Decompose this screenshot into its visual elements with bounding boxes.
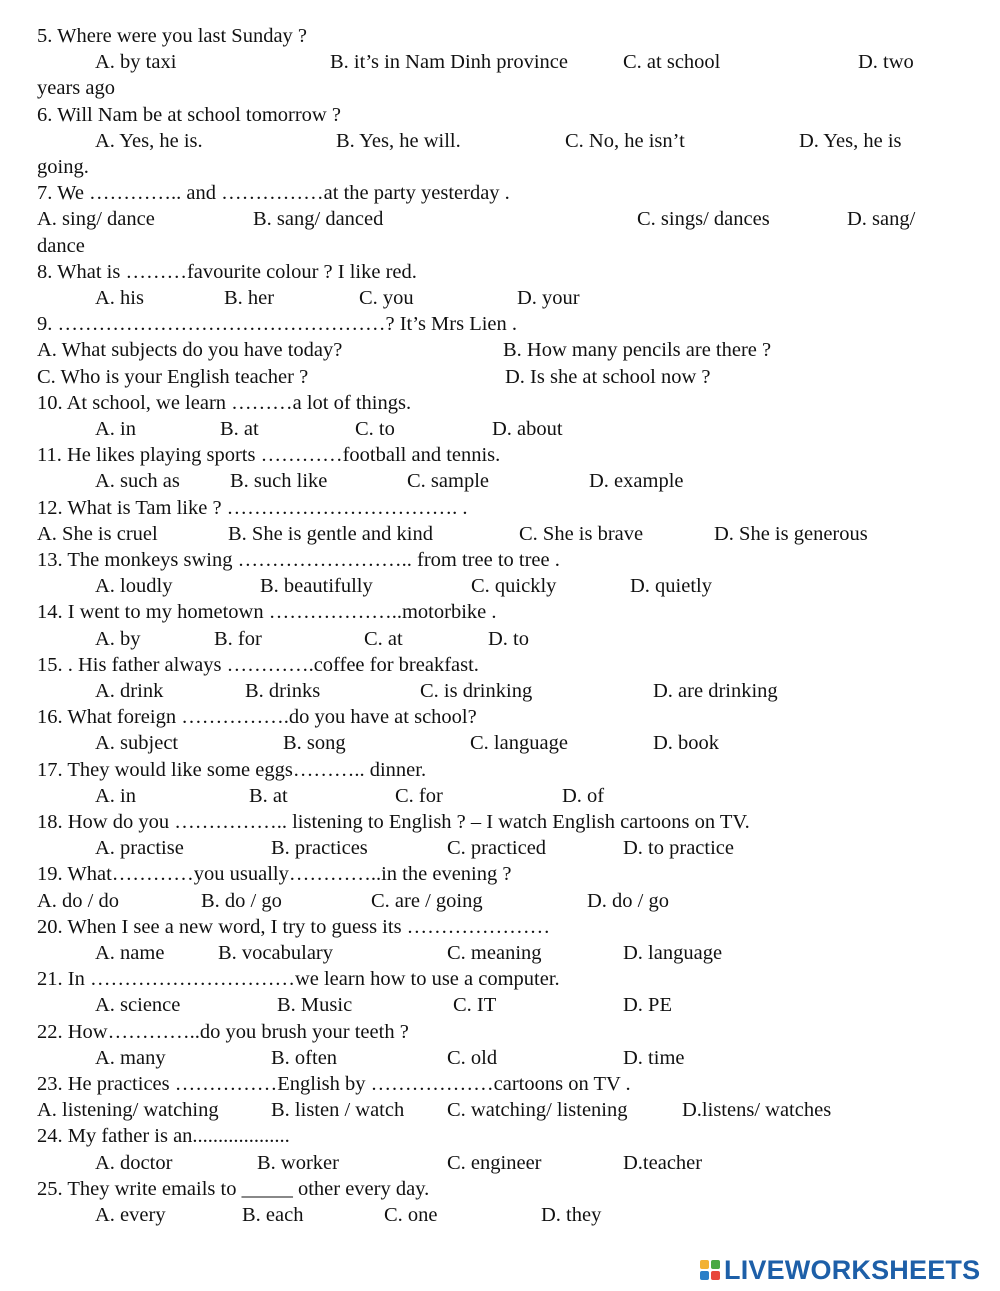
- option-b[interactable]: B. it’s in Nam Dinh province: [330, 51, 569, 74]
- option-d[interactable]: D. book: [653, 732, 720, 755]
- option-d[interactable]: D. to practice: [623, 837, 734, 860]
- option-d[interactable]: D. language: [623, 942, 723, 964]
- question-text: 21. In …………………………we learn how to use a computer.: [37, 968, 560, 991]
- question-text: 5. Where were you last Sunday ?: [37, 25, 308, 47]
- question-text: 19. What…………you usually…………..in the evening ?: [37, 863, 512, 886]
- option-c[interactable]: C. Who is your English teacher ?: [37, 365, 309, 388]
- option-d[interactable]: D. of: [562, 784, 605, 807]
- option-d[interactable]: D. PE: [623, 994, 672, 1017]
- option-a[interactable]: A. listening/ watching: [37, 1099, 219, 1122]
- option-b[interactable]: B. her: [224, 287, 275, 309]
- logo-text: LIVEWORKSHEETS: [724, 1254, 981, 1285]
- option-b[interactable]: B. at: [249, 784, 288, 807]
- option-c[interactable]: C. language: [470, 732, 568, 755]
- option-b[interactable]: B. drinks: [245, 680, 321, 702]
- option-b[interactable]: B. song: [283, 732, 346, 755]
- option-a[interactable]: A. name: [95, 942, 165, 964]
- option-c[interactable]: C. engineer: [447, 1151, 542, 1174]
- option-b[interactable]: B. sang/ danced: [253, 208, 384, 231]
- liveworksheets-logo-icon: [700, 1260, 720, 1280]
- option-c[interactable]: C. old: [447, 1046, 498, 1069]
- option-b[interactable]: B. Yes, he will.: [336, 129, 461, 152]
- question-text: 12. What is Tam like ? ……………………………. .: [37, 496, 468, 519]
- option-c[interactable]: C. at: [364, 627, 403, 650]
- question-text: 9. …………………………………………? It’s Mrs Lien .: [37, 313, 518, 336]
- option-a[interactable]: A. practise: [95, 837, 184, 860]
- option-a[interactable]: A. every: [95, 1204, 166, 1226]
- option-d[interactable]: D.teacher: [623, 1151, 703, 1174]
- option-a[interactable]: A. such as: [95, 470, 180, 493]
- option-d[interactable]: D. your: [517, 287, 580, 309]
- question-text: 10. At school, we learn ………a lot of things.: [37, 391, 412, 414]
- option-d[interactable]: D. they: [541, 1204, 602, 1226]
- option-a[interactable]: A. doctor: [95, 1151, 173, 1174]
- question-text: 24. My father is an...................: [37, 1125, 290, 1148]
- option-d[interactable]: D. sang/: [847, 208, 916, 231]
- question-text: 8. What is ………favourite colour ? I like red.: [37, 260, 417, 283]
- option-a[interactable]: A. Yes, he is.: [95, 129, 203, 152]
- option-c[interactable]: C. No, he isn’t: [565, 129, 685, 152]
- option-a[interactable]: A. subject: [95, 732, 179, 755]
- option-d[interactable]: D. Yes, he is: [799, 129, 902, 152]
- option-d[interactable]: D. time: [623, 1046, 685, 1069]
- option-b[interactable]: B. at: [220, 418, 259, 440]
- option-b[interactable]: B. vocabulary: [218, 942, 333, 964]
- option-b[interactable]: B. Music: [277, 994, 353, 1017]
- liveworksheets-logo[interactable]: [700, 1252, 980, 1288]
- option-c[interactable]: C. She is brave: [519, 522, 644, 545]
- question-text: 25. They write emails to _____ other every day.: [37, 1177, 430, 1200]
- option-b[interactable]: B. listen / watch: [271, 1099, 405, 1122]
- option-c[interactable]: C. meaning: [447, 942, 542, 964]
- option-c[interactable]: C. are / going: [371, 889, 483, 912]
- option-d-continuation: dance: [37, 234, 85, 257]
- option-a[interactable]: A. She is cruel: [37, 522, 158, 545]
- option-b[interactable]: B. do / go: [201, 889, 282, 912]
- option-a[interactable]: A. What subjects do you have today?: [37, 339, 343, 362]
- option-b[interactable]: B. worker: [257, 1151, 339, 1174]
- option-a[interactable]: A. by taxi: [95, 51, 177, 74]
- option-c[interactable]: C. practiced: [447, 837, 547, 860]
- option-b[interactable]: B. each: [242, 1204, 304, 1226]
- option-d[interactable]: D. to: [488, 627, 529, 650]
- question-text: 23. He practices ……………English by ………………cartoons on TV .: [37, 1073, 631, 1095]
- option-a[interactable]: A. in: [95, 418, 136, 440]
- option-d[interactable]: D. do / go: [587, 889, 669, 912]
- option-c[interactable]: C. quickly: [471, 575, 557, 598]
- option-b[interactable]: B. for: [214, 627, 262, 650]
- option-d[interactable]: D. about: [492, 418, 563, 440]
- option-a[interactable]: A. by: [95, 627, 141, 650]
- option-b[interactable]: B. beautifully: [260, 575, 373, 598]
- question-text: 6. Will Nam be at school tomorrow ?: [37, 103, 341, 126]
- option-a[interactable]: A. drink: [95, 680, 164, 702]
- option-d[interactable]: D. She is generous: [714, 522, 868, 545]
- option-c[interactable]: C. is drinking: [420, 680, 533, 702]
- option-b[interactable]: B. often: [271, 1046, 338, 1069]
- option-c[interactable]: C. sample: [407, 470, 489, 493]
- option-d[interactable]: D. Is she at school now ?: [505, 365, 711, 388]
- option-a[interactable]: A. his: [95, 287, 144, 309]
- option-d[interactable]: D. example: [589, 470, 684, 493]
- option-d[interactable]: D.listens/ watches: [682, 1099, 832, 1122]
- option-a[interactable]: A. sing/ dance: [37, 208, 155, 231]
- option-c[interactable]: C. IT: [453, 994, 497, 1017]
- question-text: 22. How…………..do you brush your teeth ?: [37, 1020, 409, 1043]
- option-a[interactable]: A. in: [95, 784, 136, 807]
- question-text: 17. They would like some eggs……….. dinner.: [37, 758, 427, 781]
- option-d[interactable]: D. quietly: [630, 575, 712, 598]
- question-text: 16. What foreign …………….do you have at school?: [37, 706, 477, 729]
- question-text: 15. . His father always ………….coffee for breakfast.: [37, 653, 479, 676]
- option-d-continuation: years ago: [37, 77, 115, 100]
- option-c[interactable]: C. watching/ listening: [447, 1099, 628, 1122]
- option-b[interactable]: B. She is gentle and kind: [228, 522, 433, 545]
- option-c[interactable]: C. sings/ dances: [637, 208, 770, 231]
- option-b[interactable]: B. such like: [230, 470, 328, 493]
- question-text: 11. He likes playing sports …………football and tennis.: [37, 444, 501, 467]
- option-d-continuation: going.: [37, 156, 89, 178]
- question-text: 18. How do you …………….. listening to English ? – I watch English cartoons on TV.: [37, 811, 750, 833]
- option-c[interactable]: C. at school: [623, 51, 721, 74]
- option-c[interactable]: C. one: [384, 1204, 438, 1226]
- option-c[interactable]: C. to: [355, 418, 395, 440]
- question-text: 13. The monkeys swing …………………….. from tree to tree .: [37, 549, 560, 571]
- option-b[interactable]: B. practices: [271, 837, 368, 860]
- question-text: 7. We ………….. and ……………at the party yesterday .: [37, 182, 510, 205]
- option-d[interactable]: D. two: [858, 51, 914, 74]
- option-a[interactable]: A. do / do: [37, 889, 119, 912]
- option-c[interactable]: C. for: [395, 784, 443, 807]
- question-text: 20. When I see a new word, I try to guess its …………………: [37, 915, 551, 938]
- option-a[interactable]: A. loudly: [95, 575, 173, 598]
- option-c[interactable]: C. you: [359, 287, 414, 309]
- option-a[interactable]: A. science: [95, 994, 181, 1017]
- question-text: 14. I went to my hometown ………………..motorbike .: [37, 601, 497, 624]
- option-d[interactable]: D. are drinking: [653, 680, 778, 702]
- option-b[interactable]: B. How many pencils are there ?: [503, 339, 772, 362]
- option-a[interactable]: A. many: [95, 1046, 166, 1069]
